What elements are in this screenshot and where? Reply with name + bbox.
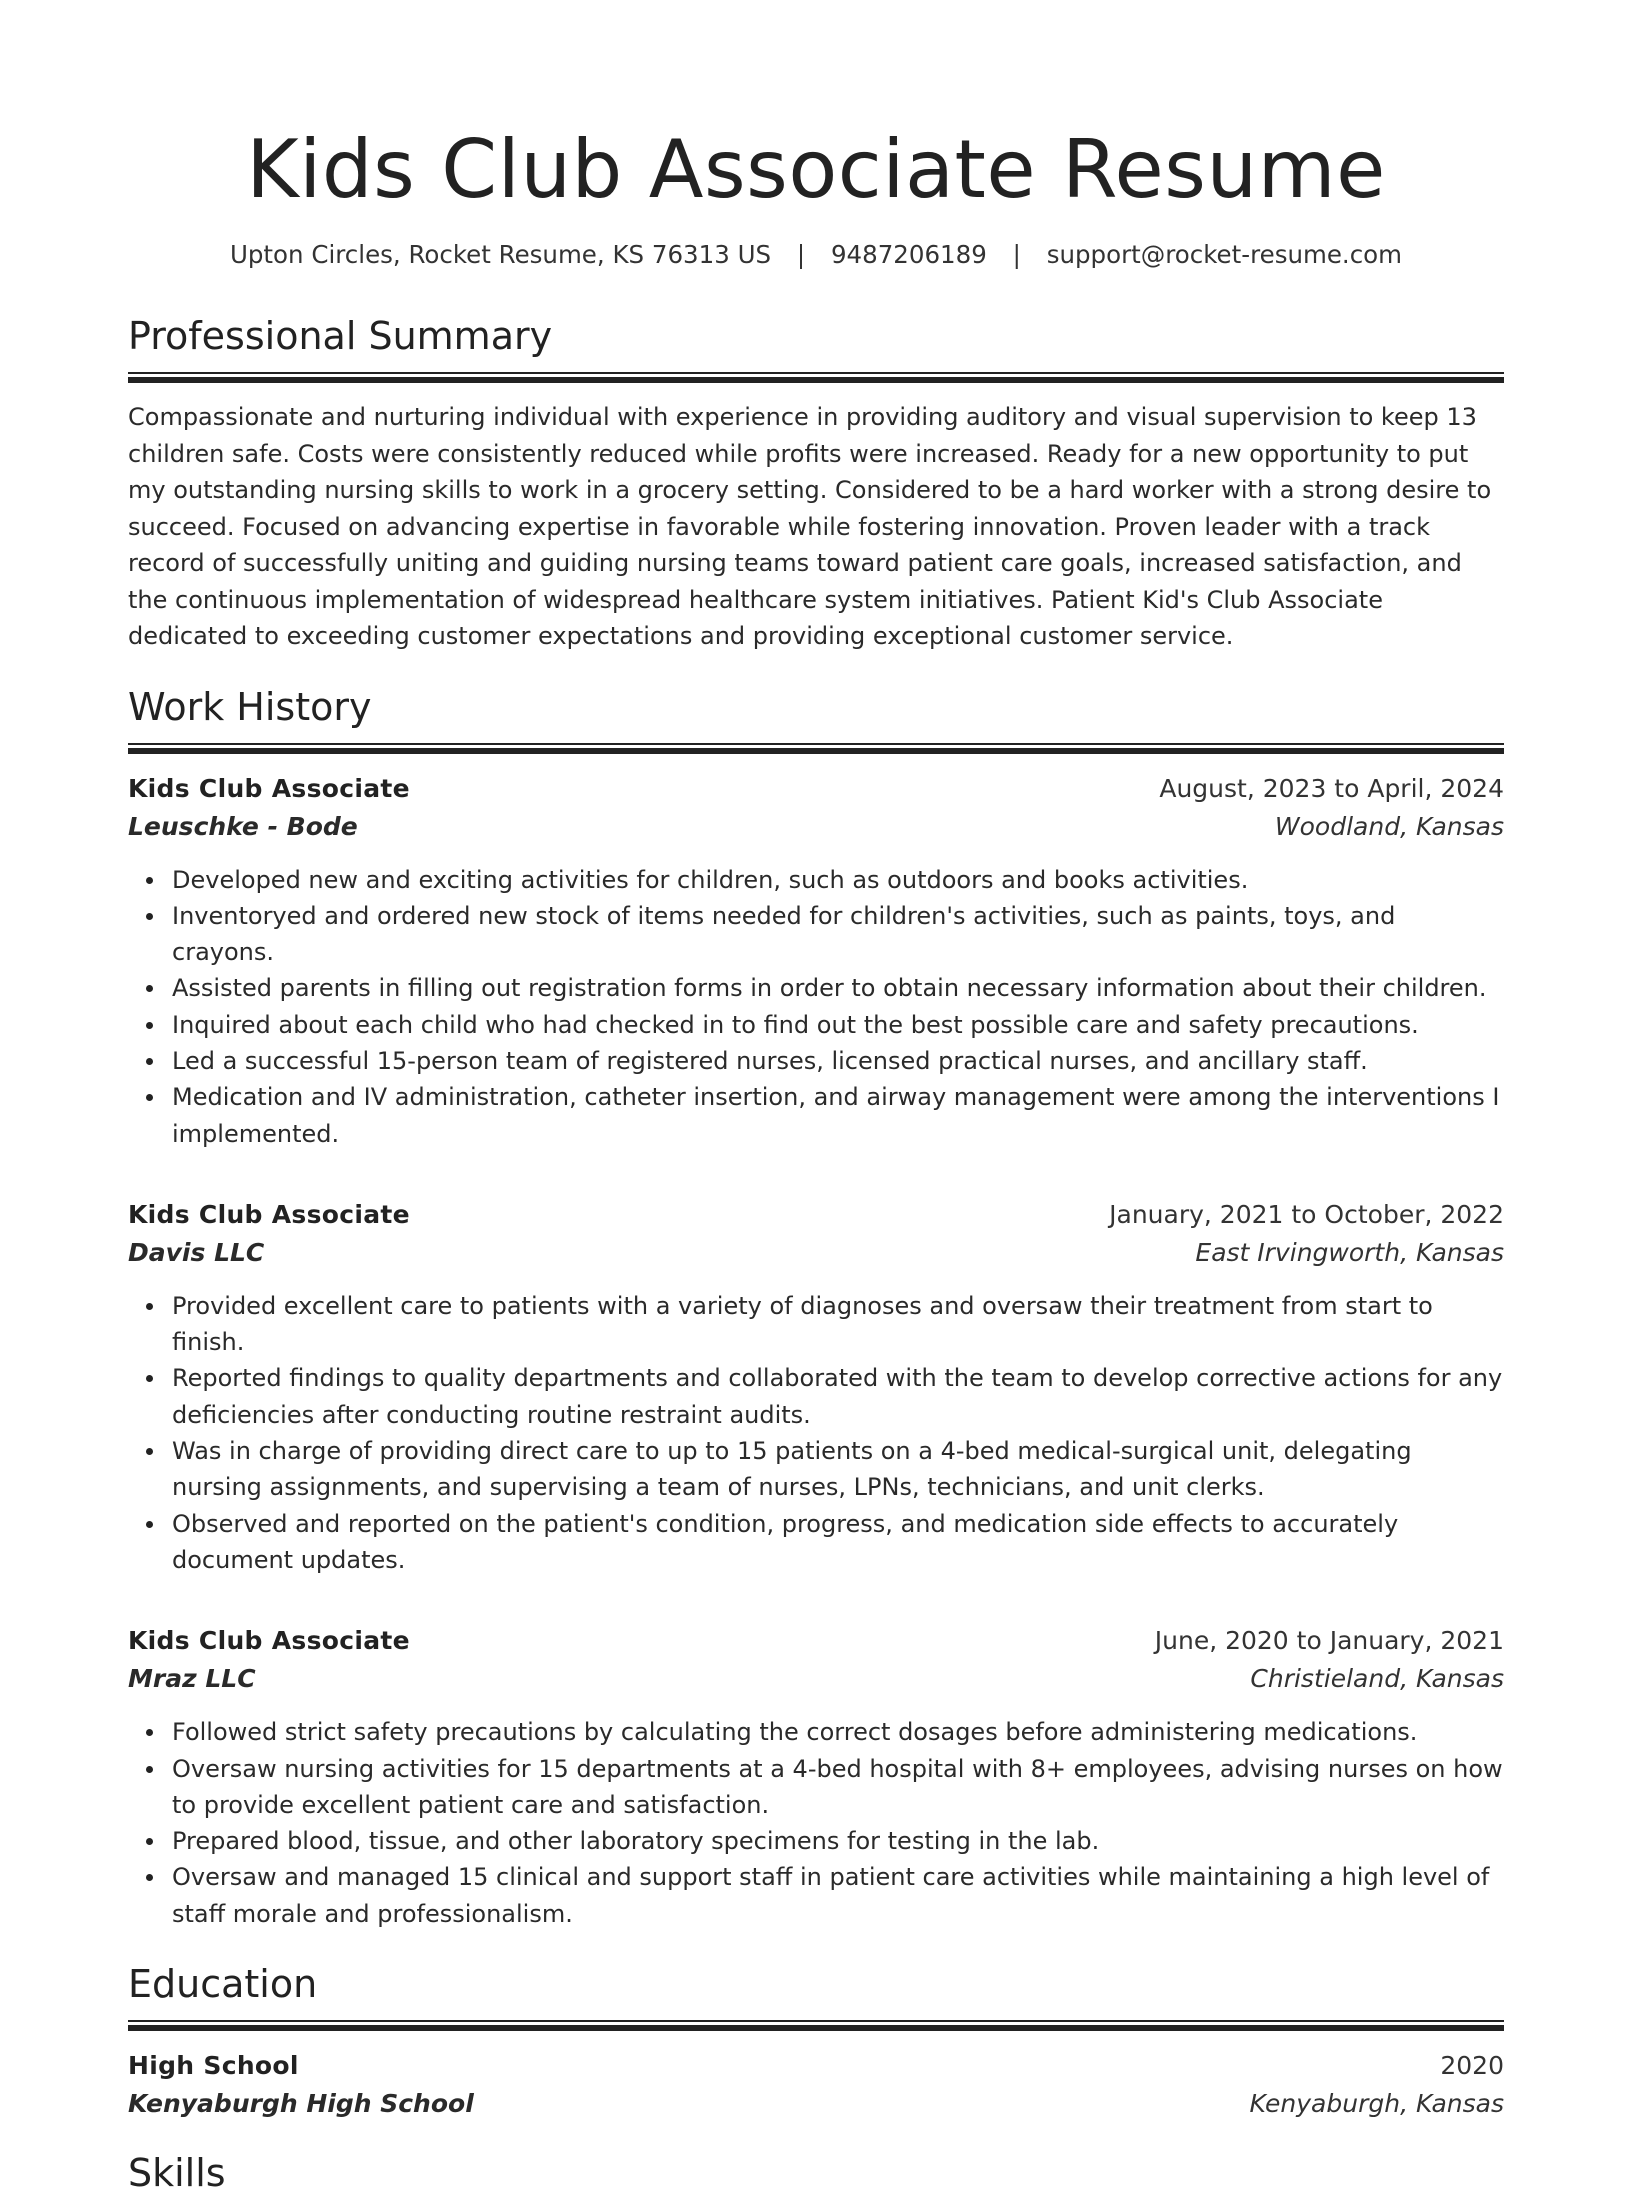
resume-page <box>128 0 1504 2197</box>
job-location: Woodland, Kansas <box>1274 811 1504 841</box>
job-bullet: Led a successful 15-person team of registered nurses, licensed practical nurses, and ancillary staff. <box>172 1043 1504 1079</box>
job-location: East Irvingworth, Kansas <box>1195 1237 1504 1267</box>
professional-summary-section <box>128 312 1504 655</box>
job-title: Kids Club Associate <box>128 773 410 803</box>
job-dates: January, 2021 to October, 2022 <box>1109 1199 1504 1229</box>
section-title-education: Education <box>128 1962 318 2007</box>
job-bullets <box>128 862 1504 1152</box>
job-entry <box>128 1196 1504 1578</box>
school-location: Kenyaburgh, Kansas <box>1249 2089 1504 2119</box>
work-history-section <box>128 683 1504 1933</box>
section-title-skills: Skills <box>128 2151 226 2196</box>
education-degree: High School <box>128 2051 299 2081</box>
company-name: Leuschke - Bode <box>128 811 358 841</box>
section-title-work: Work History <box>128 684 372 729</box>
job-bullet: Medication and IV administration, catheter insertion, and airway management were among the interventions I implemented. <box>172 1079 1504 1152</box>
section-divider <box>128 743 1504 754</box>
job-entry <box>128 1622 1504 1932</box>
job-entry <box>128 770 1504 1152</box>
job-dates: August, 2023 to April, 2024 <box>1159 773 1504 803</box>
education-year: 2020 <box>1440 2051 1504 2081</box>
job-title: Kids Club Associate <box>128 1199 410 1229</box>
job-bullet: Inventoryed and ordered new stock of items needed for children's activities, such as paints, toys, and crayons. <box>172 898 1504 971</box>
job-bullets <box>128 1714 1504 1932</box>
skills-section <box>128 2149 1504 2197</box>
job-bullet: Oversaw nursing activities for 15 departments at a 4-bed hospital with 8+ employees, advising nurses on how to provide excellent patient care and satisfaction. <box>172 1751 1504 1824</box>
email: support@rocket-resume.com <box>1046 240 1403 269</box>
job-bullet: Inquired about each child who had checked in to find out the best possible care and safety precautions. <box>172 1007 1504 1043</box>
job-title: Kids Club Associate <box>128 1626 410 1656</box>
job-bullet: Oversaw and managed 15 clinical and support staff in patient care activities while maintaining a high level of staff morale and professionalism. <box>172 1859 1504 1932</box>
job-bullets <box>128 1288 1504 1578</box>
job-bullet: Developed new and exciting activities for children, such as outdoors and books activities. <box>172 862 1504 898</box>
school-name: Kenyaburgh High School <box>128 2089 474 2119</box>
contact-line <box>128 238 1504 272</box>
company-name: Davis LLC <box>128 1237 265 1267</box>
address: Upton Circles, Rocket Resume, KS 76313 US <box>229 240 772 269</box>
job-bullet: Reported findings to quality departments and collaborated with the team to develop corrective actions for any deficiencies after conducting routine restraint audits. <box>172 1360 1504 1433</box>
job-location: Christieland, Kansas <box>1250 1664 1504 1694</box>
section-divider <box>128 372 1504 383</box>
phone: 9487206189 <box>830 240 987 269</box>
job-bullet: Was in charge of providing direct care to up to 15 patients on a 4-bed medical-surgical unit, delegating nursing assignments, and supervising a team of nurses, LPNs, technicians, and unit clerks. <box>172 1433 1504 1506</box>
job-dates: June, 2020 to January, 2021 <box>1154 1626 1504 1656</box>
education-section <box>128 1960 1504 2123</box>
section-title-summary: Professional Summary <box>128 314 553 358</box>
job-bullet: Followed strict safety precautions by calculating the correct dosages before administering medications. <box>172 1714 1504 1750</box>
section-divider <box>128 2020 1504 2031</box>
company-name: Mraz LLC <box>128 1664 256 1694</box>
contact-separator: | <box>796 240 806 269</box>
job-bullet: Observed and reported on the patient's condition, progress, and medication side effects to accurately document updates. <box>172 1506 1504 1579</box>
resume-title: Kids Club Associate Resume <box>246 123 1386 216</box>
job-bullet: Prepared blood, tissue, and other laboratory specimens for testing in the lab. <box>172 1823 1504 1859</box>
job-bullet: Provided excellent care to patients with a variety of diagnoses and oversaw their treatment from start to finish. <box>172 1288 1504 1361</box>
summary-text: Compassionate and nurturing individual with experience in providing auditory and visual supervision to keep 13 children safe. Costs were consistently reduced while profits were increased. Ready for a new opportunity to put my outstanding nursing skills to work in a grocery setting. Considered to be a hard worker with a strong desire to succeed. Focused on advancing expertise in favorable while fostering innovation. Proven leader with a track record of successfully uniting and guiding nursing teams toward patient care goals, increased satisfaction, and the continuous implementation of widespread healthcare system initiatives. Patient Kid's Club Associate dedicated to exceeding customer expectations and providing exceptional customer service. <box>128 403 1492 650</box>
contact-separator: | <box>1012 240 1021 269</box>
job-bullet: Assisted parents in filling out registration forms in order to obtain necessary information about their children. <box>172 970 1504 1006</box>
